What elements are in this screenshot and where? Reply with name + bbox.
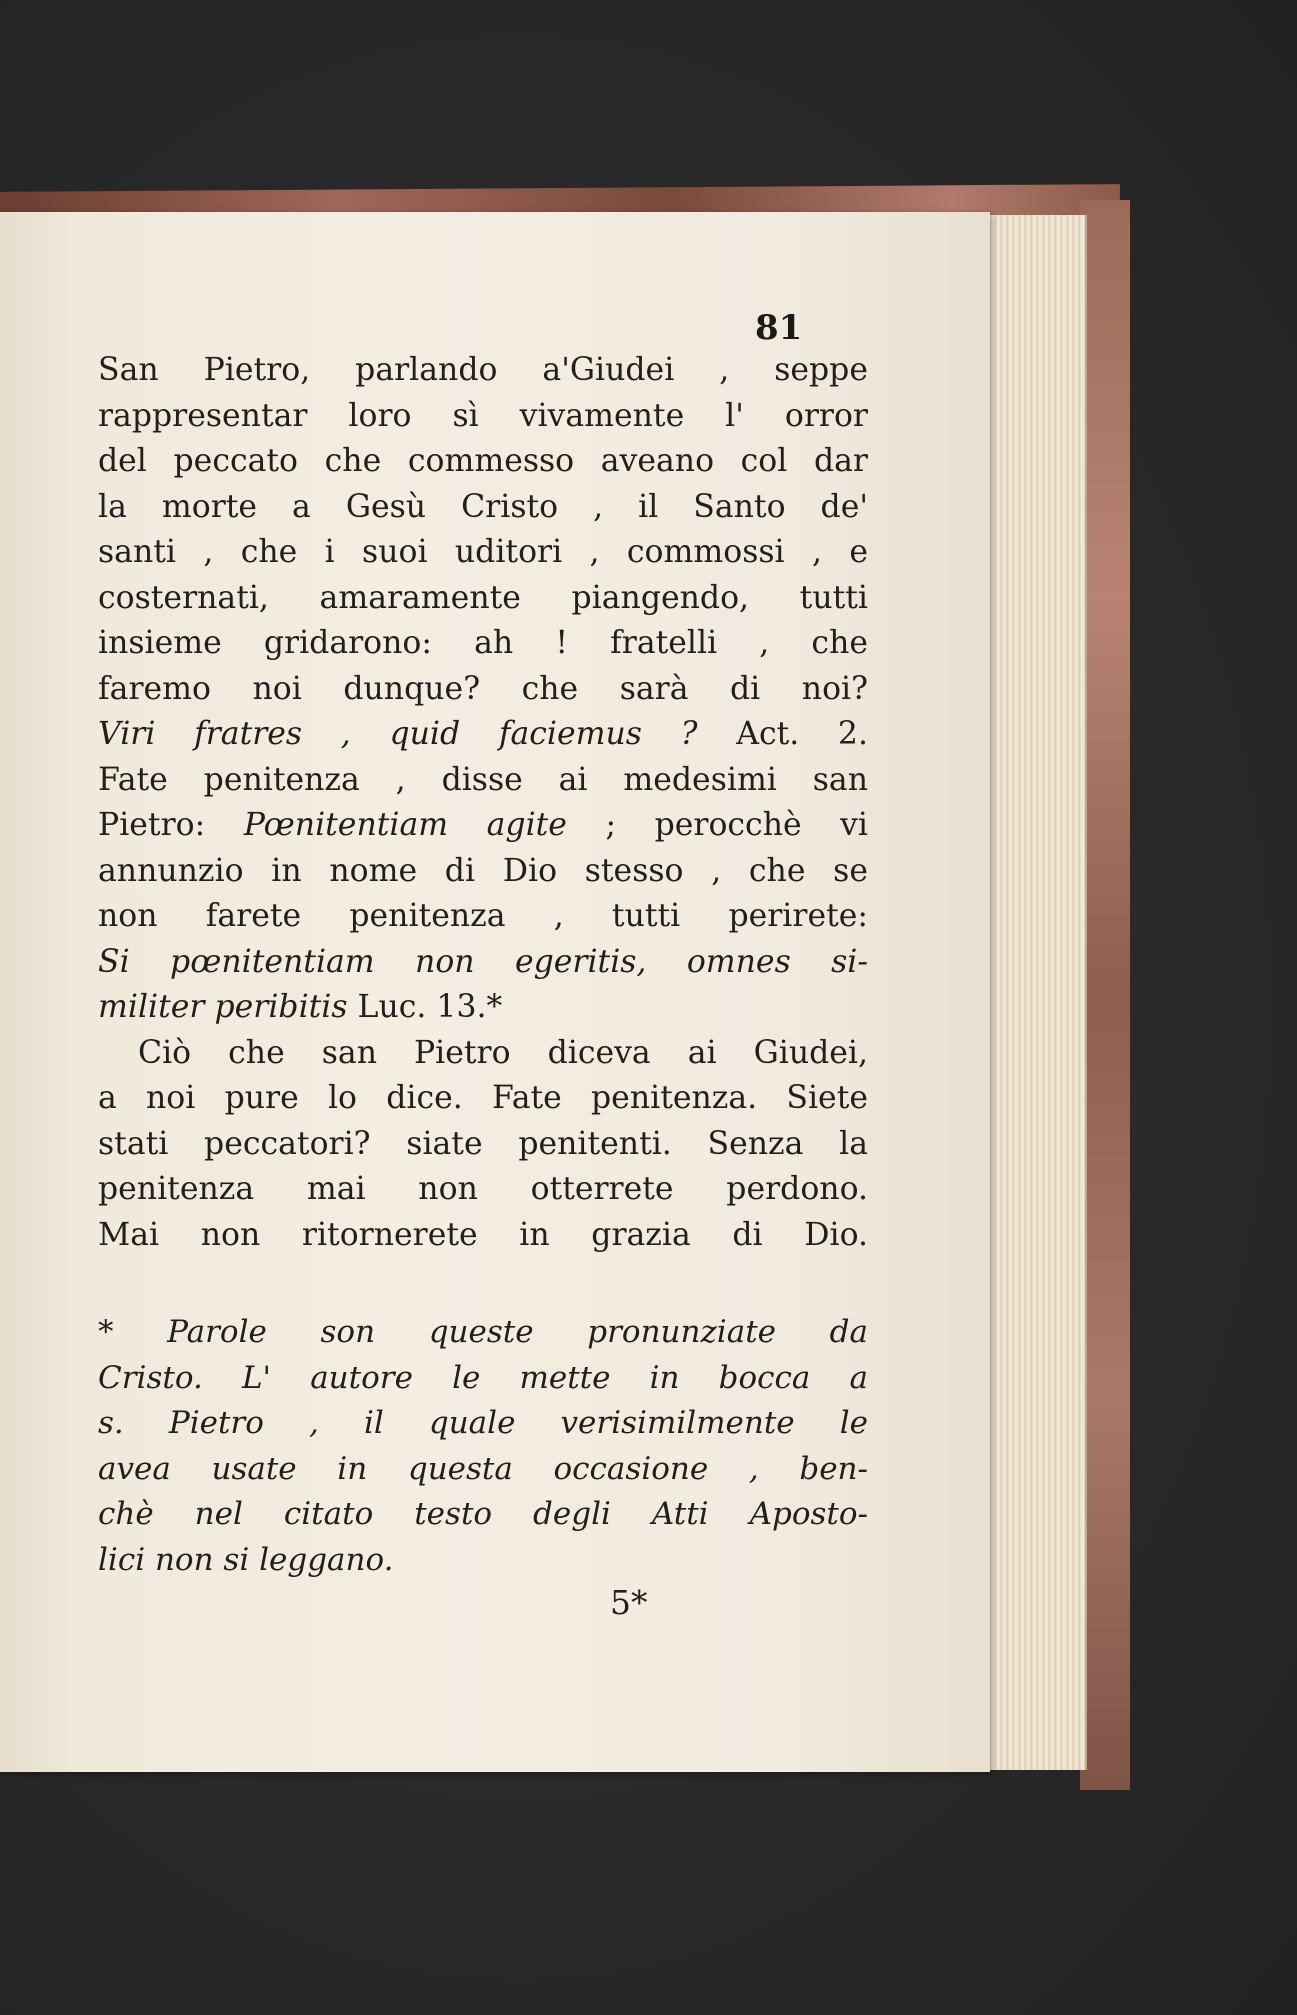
text-line: del peccato che commesso aveano col dar [98, 443, 868, 479]
text-line: faremo noi dunque? che sarà di noi? [98, 670, 868, 707]
latin-quote-line: Si pœnitentiam non egeritis, omnes si- [98, 943, 868, 980]
text-line: stati peccatori? siate penitenti. Senza la [98, 1125, 868, 1162]
footnote-line: chè nel citato testo degli Atti Aposto- [98, 1496, 868, 1532]
footnote-line: s. Pietro , il quale verisimilmente le [98, 1405, 868, 1441]
text-line [98, 712, 868, 758]
latin-quote: militer peribitis [98, 989, 348, 1025]
latin-quote: Viri fratres , quid faciemus ? [98, 716, 698, 752]
text-line: Fate penitenza , disse ai medesimi san [98, 761, 868, 798]
page-number: 81 [755, 308, 803, 348]
text-line: annunzio in nome di Dio stesso , che se [98, 852, 868, 889]
signature-mark: 5* [610, 1583, 648, 1622]
text-line: a noi pure lo dice. Fate penitenza. Siete [98, 1080, 868, 1116]
footnote-line: avea usate in questa occasione , ben- [98, 1450, 868, 1487]
footnote-line: * Parole son queste pronunziate da [98, 1314, 868, 1350]
book-cover-right-edge [1080, 200, 1130, 1790]
text-line: Ciò che san Pietro diceva ai Giudei, [138, 1034, 868, 1071]
text-line: penitenza mai non otterrete perdono. [98, 1171, 868, 1207]
citation: Act. 2. [697, 716, 868, 752]
footnote [98, 1310, 868, 1583]
text-line [98, 803, 868, 849]
text-fragment: Pietro: [98, 807, 244, 843]
text-line: non farete penitenza , tutti perirete: [98, 898, 868, 934]
text-line: San Pietro, parlando a'Giudei , seppe [98, 352, 868, 388]
citation: Luc. 13.* [347, 989, 503, 1025]
text-line: costernati, amaramente piangendo, tutti [98, 579, 868, 616]
text-line: la morte a Gesù Cristo , il Santo de' [98, 488, 868, 525]
main-text [98, 348, 868, 1258]
footnote-line: lici non si leggano. [98, 1541, 394, 1578]
text-line: Mai non ritornerete in grazia di Dio. [98, 1216, 868, 1253]
text-line: rappresentar loro sì vivamente l' orror [98, 397, 868, 434]
text-line: insieme gridarono: ah ! fratelli , che [98, 625, 868, 661]
footnote-line: Cristo. L' autore le mette in bocca a [98, 1359, 868, 1396]
text-line [98, 985, 868, 1031]
page-stack-edges [985, 215, 1087, 1770]
text-line: santi , che i suoi uditori , commossi , e [98, 534, 868, 570]
latin-quote: Pœnitentiam agite [243, 807, 567, 843]
text-fragment: ; perocchè vi [566, 807, 868, 843]
